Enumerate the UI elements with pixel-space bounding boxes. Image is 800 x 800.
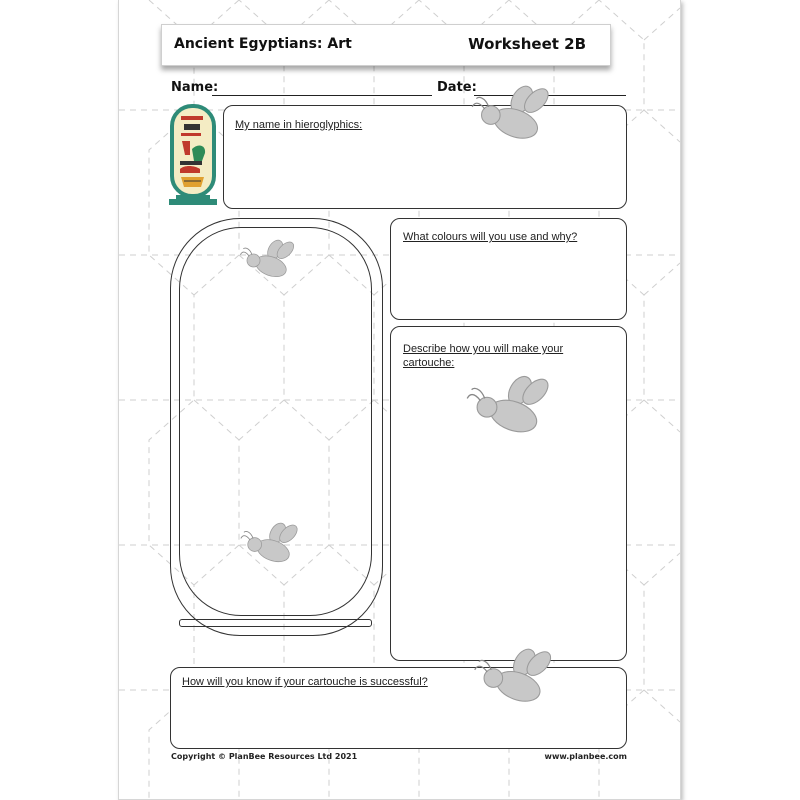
worksheet-header-banner [161, 24, 611, 66]
cartouche-base-bar [179, 619, 372, 627]
name-hieroglyphics-box[interactable] [223, 105, 627, 209]
name-hieroglyphics-prompt: My name in hieroglyphics: [235, 119, 363, 131]
worksheet-title: Ancient Egyptians: Art [174, 36, 352, 52]
bee-watermark-icon [239, 237, 297, 281]
date-label: Date: [437, 80, 477, 95]
website-link[interactable]: www.planbee.com [544, 752, 627, 761]
describe-prompt-line1: Describe how you will make your [403, 343, 564, 355]
colours-box[interactable] [390, 218, 627, 320]
name-label: Name: [171, 80, 219, 95]
worksheet-number: Worksheet 2B [468, 35, 586, 53]
success-box[interactable] [170, 667, 627, 749]
success-prompt: How will you know if your cartouche is successful? [182, 676, 428, 688]
describe-prompt-line2: cartouche: [403, 357, 455, 369]
name-line[interactable] [212, 95, 432, 96]
cartouche-icon [168, 103, 218, 210]
bee-watermark-icon [472, 645, 556, 707]
bee-watermark-icon [239, 520, 301, 566]
bee-watermark-icon [464, 372, 554, 438]
worksheet-page [118, 0, 681, 800]
colours-prompt: What colours will you use and why? [403, 231, 578, 243]
copyright-text: Copyright © PlanBee Resources Ltd 2021 [171, 752, 358, 761]
bee-watermark-icon [469, 82, 554, 144]
